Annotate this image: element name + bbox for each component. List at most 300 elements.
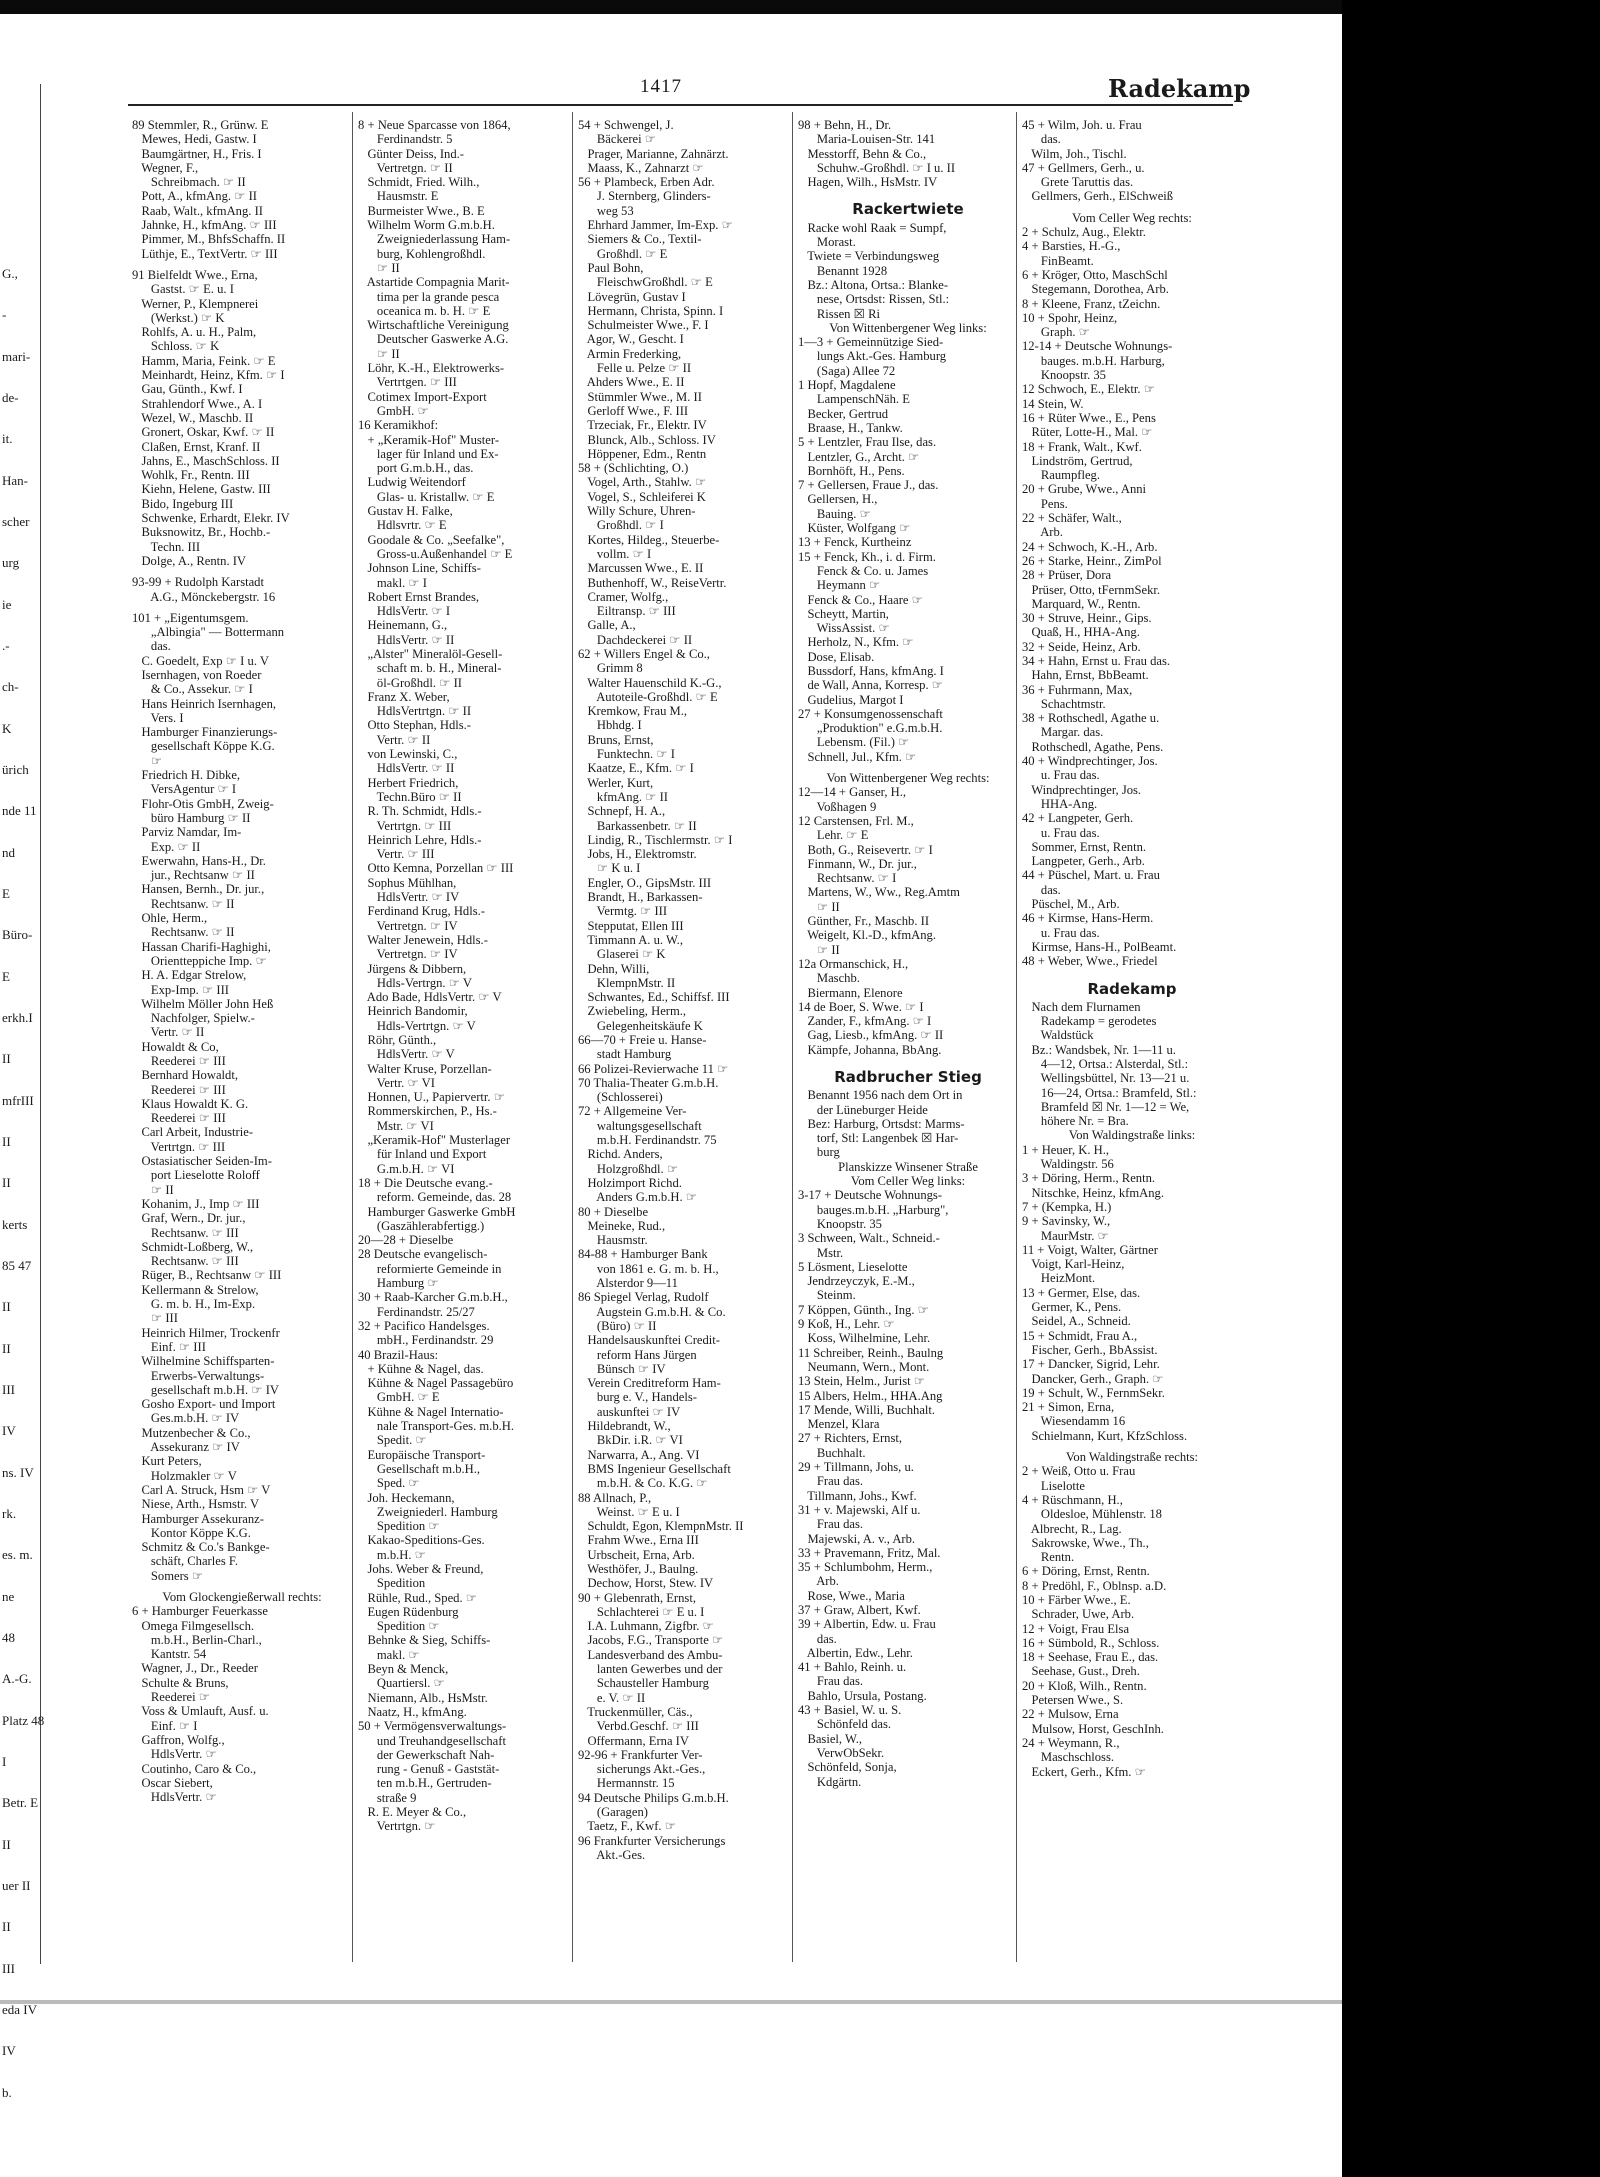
directory-entry: straße 9: [358, 1790, 417, 1805]
directory-entry: Bz.: Altona, Ortsa.: Blanke-: [798, 277, 949, 292]
directory-entry: Ferdinand Krug, Hdls.-: [358, 904, 485, 919]
directory-entry: Gustav H. Falke,: [358, 504, 453, 519]
directory-entry: schaft m. b. H., Mineral-: [358, 661, 502, 676]
directory-entry: Vertrtgen. ☞ III: [358, 375, 457, 390]
directory-entry: ☞ II: [132, 1182, 174, 1197]
directory-entry: Dancker, Gerh., Graph. ☞: [1022, 1371, 1164, 1386]
directory-entry: Bernhard Howaldt,: [132, 1068, 238, 1083]
directory-entry: von 1861 e. G. m. b. H.,: [578, 1261, 719, 1276]
directory-entry: der Lüneburger Heide: [798, 1102, 928, 1117]
directory-entry: Pens.: [1022, 496, 1068, 511]
directory-entry: Günther, Fr., Maschb. II: [798, 914, 930, 929]
directory-entry: Lebensm. (Fil.) ☞: [798, 735, 910, 750]
directory-entry: Eugen Rüdenburg: [358, 1604, 459, 1619]
adjacent-page-fragment: Betr. E: [2, 1795, 39, 1810]
directory-entry: GmbH. ☞ E: [358, 1390, 440, 1405]
directory-entry: 45 + Wilm, Joh. u. Frau: [1022, 118, 1142, 132]
directory-entry: Wilhelm Worm G.m.b.H.: [358, 218, 495, 233]
directory-entry: 56 + Plambeck, Erben Adr.: [578, 175, 715, 190]
adjacent-page-fragment: mfrIII: [2, 1093, 34, 1108]
directory-entry: & Co., Assekur. ☞ I: [132, 682, 253, 697]
directory-entry: Jahnke, H., kfmAng. ☞ III: [132, 218, 277, 233]
directory-entry: Gastst. ☞ E. u. I: [132, 282, 234, 297]
directory-entry: 70 Thalia-Theater G.m.b.H.: [578, 1075, 719, 1090]
directory-entry: G. m. b. H., Im-Exp.: [132, 1297, 256, 1312]
directory-entry: Vertrtgn. ☞ III: [132, 1139, 226, 1154]
directory-entry: Finmann, W., Dr. jur.,: [798, 856, 917, 871]
directory-entry: 1—3 + Gemeinnützige Sied-: [798, 335, 944, 350]
directory-entry: Langpeter, Gerh., Arb.: [1022, 854, 1145, 869]
directory-entry: Schnell, Jul., Kfm. ☞: [798, 749, 917, 764]
directory-entry: Twiete = Verbindungsweg: [798, 249, 940, 264]
directory-entry: Kdgärtn.: [798, 1774, 862, 1789]
directory-entry: Walter Kruse, Porzellan-: [358, 1061, 492, 1076]
directory-entry: Behnke & Sieg, Schiffs-: [358, 1633, 491, 1648]
directory-entry: Flohr-Otis GmbH, Zweig-: [132, 796, 274, 811]
directory-entry: Gaffron, Wolfg.,: [132, 1732, 225, 1747]
directory-entry: 22 + Schäfer, Walt.,: [1022, 511, 1122, 526]
directory-entry: Tillmann, Johs., Kwf.: [798, 1488, 917, 1503]
directory-entry: Pott, A., kfmAng. ☞ II: [132, 189, 257, 204]
directory-entry: FinBeamt.: [1022, 253, 1094, 268]
directory-entry: 80 + Dieselbe: [578, 1204, 649, 1219]
adjacent-page-fragment: II: [2, 1175, 11, 1190]
directory-entry: 10 + Färber Wwe., E.: [1022, 1592, 1131, 1607]
sub-heading: Von Wittenbergener Weg rechts:: [826, 771, 990, 786]
directory-entry: + Kühne & Nagel, das.: [358, 1361, 484, 1376]
directory-entry: 40 + Windprechtinger, Jos.: [1022, 754, 1158, 769]
directory-entry: Techn.Büro ☞ II: [358, 789, 462, 804]
directory-entry: Großhdl. ☞ E: [578, 246, 668, 261]
directory-entry: Hausmstr. E: [358, 189, 439, 204]
directory-entry: ☞ II: [358, 260, 400, 275]
directory-entry: und Treuhandgesellschaft: [358, 1733, 506, 1748]
directory-entry: Gelegenheitskäufe K: [578, 1018, 703, 1033]
running-head: Radekamp: [1108, 74, 1251, 103]
directory-entry: Heinemann, G.,: [358, 618, 448, 633]
directory-entry: Galle, A.,: [578, 618, 636, 633]
directory-entry: Rühle, Rud., Sped. ☞: [358, 1590, 478, 1605]
directory-entry: Frau das.: [798, 1674, 864, 1689]
directory-entry: 20 + Grube, Wwe., Anni: [1022, 482, 1147, 497]
directory-entry: 8 + Neue Sparcasse von 1864,: [358, 118, 511, 132]
directory-entry: Lüthje, E., TextVertr. ☞ III: [132, 246, 278, 261]
directory-entry: 11 Schreiber, Reinh., Baulng: [798, 1345, 944, 1360]
directory-entry: Löhr, K.-H., Elektrowerks-: [358, 361, 505, 376]
adjacent-page-fragment: I: [2, 1754, 7, 1769]
adjacent-page-fragment: -: [2, 307, 7, 322]
directory-entry: BMS Ingenieur Gesellschaft: [578, 1461, 731, 1476]
directory-entry: der Gewerkschaft Nah-: [358, 1747, 495, 1762]
directory-entry: Gosho Export- und Import: [132, 1397, 276, 1412]
directory-entry: 12a Ormanschick, H.,: [798, 956, 909, 971]
directory-entry: Kellermann & Strelow,: [132, 1282, 259, 1297]
directory-entry: 15 + Fenck, Kh., i. d. Firm.: [798, 549, 936, 564]
adjacent-page-fragment: ürich: [2, 762, 29, 777]
column-2: [358, 118, 578, 1834]
directory-entry: sicherungs Akt.-Ges.,: [578, 1762, 706, 1777]
directory-entry: FleischwGroßhdl. ☞ E: [578, 275, 713, 290]
directory-entry: Akt.-Ges.: [578, 1847, 646, 1862]
directory-entry: Brandt, H., Barkassen-: [578, 890, 703, 905]
directory-entry: Hbhdg. I: [578, 718, 642, 733]
directory-entry: GmbH. ☞: [358, 403, 429, 418]
directory-entry: Vogel, S., Schleiferei K: [578, 489, 706, 504]
directory-entry: (Büro) ☞ II: [578, 1318, 657, 1333]
directory-entry: Steinm.: [798, 1288, 856, 1303]
directory-entry: Gerloff Wwe., F. III: [578, 403, 689, 418]
directory-entry: 2 + Schulz, Aug., Elektr.: [1022, 225, 1146, 240]
directory-entry: Stepputat, Ellen III: [578, 918, 684, 933]
directory-entry: Spedition ☞: [358, 1519, 440, 1534]
directory-entry: Hdlsvrtr. ☞ E: [358, 518, 447, 533]
directory-entry: 9 + Savinsky, W.,: [1022, 1214, 1111, 1229]
directory-entry: 27 + Richters, Ernst,: [798, 1431, 902, 1446]
directory-entry: Vers. I: [132, 710, 184, 725]
directory-entry: Schmidt-Loßberg, W.,: [132, 1239, 254, 1254]
directory-entry: 12 Schwoch, E., Elektr. ☞: [1022, 382, 1156, 397]
directory-entry: waltungsgesellschaft: [578, 1118, 702, 1133]
directory-entry: Narwarra, A., Ang. VI: [578, 1447, 700, 1462]
directory-entry: Wagner, J., Dr., Reeder: [132, 1661, 258, 1676]
directory-entry: Schuhw.-Großhdl. ☞ I u. II: [798, 160, 956, 175]
directory-entry: Both, G., Reisevertr. ☞ I: [798, 842, 933, 857]
directory-entry: Püschel, M., Arb.: [1022, 897, 1120, 912]
column-5: [1022, 118, 1242, 1779]
directory-entry: 40 Brazil-Haus:: [358, 1347, 439, 1362]
directory-entry: 15 + Schmidt, Frau A.,: [1022, 1328, 1138, 1343]
directory-entry: Urbscheit, Erna, Arb.: [578, 1547, 695, 1562]
directory-entry: (Garagen): [578, 1805, 648, 1820]
adjacent-page-fragment: .-: [2, 638, 10, 653]
directory-entry: Kaatze, E., Kfm. ☞ I: [578, 761, 694, 776]
directory-entry: nese, Ortsdst: Rissen, Stl.:: [798, 292, 950, 307]
header-rule: [128, 104, 1233, 106]
directory-entry: Beyn & Menck,: [358, 1662, 449, 1677]
directory-entry: 93-99 + Rudolph Karstadt: [132, 575, 264, 590]
directory-entry: Kontor Köppe K.G.: [132, 1525, 251, 1540]
directory-entry: Mstr. ☞ VI: [358, 1118, 434, 1133]
directory-entry: 94 Deutsche Philips G.m.b.H.: [578, 1790, 729, 1805]
directory-entry: Schlachterei ☞ E u. I: [578, 1604, 705, 1619]
directory-entry: Rissen ☒ Ri: [798, 306, 880, 321]
directory-entry: Ferdinandstr. 5: [358, 132, 453, 147]
directory-entry: Hassan Charifi-Haghighi,: [132, 939, 271, 954]
directory-entry: J. Sternberg, Glinders-: [578, 189, 711, 204]
adjacent-page-fragment: urg: [2, 555, 20, 570]
adjacent-page-fragment: de-: [2, 390, 19, 405]
directory-entry: Schmitz & Co.'s Bankge-: [132, 1540, 270, 1555]
adjacent-page-fragment: eda IV: [2, 2002, 38, 2017]
directory-entry: Reederei ☞: [132, 1690, 211, 1705]
adjacent-page-fragment: b.: [2, 2085, 12, 2100]
spacer: [798, 764, 1018, 771]
directory-entry: Schmidt, Fried. Wilh.,: [358, 175, 480, 190]
adjacent-page-fragment: scher: [2, 514, 30, 529]
directory-entry: Isernhagen, von Roeder: [132, 667, 262, 682]
directory-entry: ☞ II: [798, 899, 840, 914]
sub-heading: Planskizze Winsener Straße: [838, 1159, 978, 1174]
directory-entry: Ahders Wwe., E. II: [578, 375, 685, 390]
directory-entry: Zweigniederl. Hamburg: [358, 1504, 498, 1519]
directory-entry: oceanica m. b. H. ☞ E: [358, 303, 491, 318]
directory-entry: 16 + Sümbold, R., Schloss.: [1022, 1635, 1160, 1650]
directory-entry: Mutzenbecher & Co.,: [132, 1425, 251, 1440]
directory-entry: Niese, Arth., Hsmstr. V: [132, 1497, 260, 1512]
directory-entry: 72 + Allgemeine Ver-: [578, 1104, 687, 1119]
directory-entry: 8 + Kleene, Franz, tZeichn.: [1022, 296, 1161, 311]
directory-entry: 10 + Spohr, Heinz,: [1022, 310, 1118, 325]
directory-entry: Funktechn. ☞ I: [578, 747, 675, 762]
directory-entry: Vertretgn. ☞ IV: [358, 918, 458, 933]
directory-entry: Graph. ☞: [1022, 325, 1090, 340]
directory-entry: Naatz, H., kfmAng.: [358, 1704, 467, 1719]
directory-entry: Schulmeister Wwe., F. I: [578, 318, 709, 333]
directory-entry: Albrecht, R., Lag.: [1022, 1521, 1122, 1536]
directory-entry: Oldesloe, Mühlenstr. 18: [1022, 1507, 1162, 1522]
street-heading: Radbrucher Stieg: [834, 1068, 982, 1086]
directory-entry: HdlsVertr. ☞ I: [358, 604, 451, 619]
directory-entry: Cramer, Wolfg.,: [578, 589, 669, 604]
directory-entry: Willy Schure, Uhren-: [578, 504, 696, 519]
directory-entry: Vertr. ☞ VI: [358, 1075, 435, 1090]
directory-entry: Taetz, F., Kwf. ☞: [578, 1819, 677, 1834]
adjacent-page-fragment: rk.: [2, 1506, 17, 1521]
directory-entry: Vertretgn. ☞ II: [358, 160, 453, 175]
directory-entry: 30 + Struve, Heinr., Gips.: [1022, 611, 1152, 626]
directory-entry: ☞ II: [798, 942, 840, 957]
directory-entry: Braase, H., Tankw.: [798, 420, 903, 435]
directory-entry: Hansen, Bernh., Dr. jur.,: [132, 882, 265, 897]
directory-entry: Windprechtinger, Jos.: [1022, 782, 1142, 797]
adjacent-page-fragment: II: [2, 1919, 11, 1934]
directory-entry: Gronert, Oskar, Kwf. ☞ II: [132, 425, 275, 440]
directory-entry: 38 + Rothschedl, Agathe u.: [1022, 711, 1160, 726]
directory-entry: VersAgentur ☞ I: [132, 782, 237, 797]
adjacent-page-fragment: II: [2, 1837, 11, 1852]
directory-entry: Schwantes, Ed., Schiffsf. III: [578, 990, 730, 1005]
directory-entry: Verein Creditreform Ham-: [578, 1376, 721, 1391]
directory-entry: MaurMstr. ☞: [1022, 1228, 1109, 1243]
directory-entry: 3-17 + Deutsche Wohnungs-: [798, 1188, 943, 1203]
directory-entry: Schnepf, H. A.,: [578, 804, 666, 819]
directory-entry: jur., Rechtsanw ☞ II: [132, 868, 255, 883]
directory-entry: de Wall, Anna, Korresp. ☞: [798, 678, 944, 693]
sub-heading: Vom Celler Weg links:: [850, 1174, 966, 1189]
directory-entry: 34 + Hahn, Ernst u. Frau das.: [1022, 653, 1171, 668]
directory-entry: „Produktion" e.G.m.b.H.: [798, 721, 943, 736]
directory-entry: Grete Taruttis das.: [1022, 175, 1134, 190]
directory-entry: Heymann ☞: [798, 578, 881, 593]
adjacent-page-fragment: Han-: [2, 473, 28, 488]
directory-entry: Buksnowitz, Br., Hochb.-: [132, 525, 271, 540]
directory-entry: ☞ K u. I: [578, 861, 641, 876]
directory-entry: Dachdeckerei ☞ II: [578, 632, 693, 647]
directory-entry: Rohlfs, A. u. H., Palm,: [132, 325, 257, 340]
directory-entry: Rommerskirchen, P., Hs.-: [358, 1104, 497, 1119]
spacer: [132, 604, 352, 611]
directory-entry: u. Frau das.: [1022, 768, 1100, 783]
directory-entry: Raumpfleg.: [1022, 468, 1100, 483]
directory-entry: 28 Deutsche evangelisch-: [358, 1247, 488, 1262]
directory-entry: Bido, Ingeburg III: [132, 496, 234, 511]
directory-entry: Lehr. ☞ E: [798, 828, 869, 843]
directory-entry: KlempnMstr. II: [578, 975, 676, 990]
directory-entry: Schachtmstr.: [1022, 696, 1106, 711]
directory-entry: Heinrich Lehre, Hdls.-: [358, 832, 482, 847]
directory-entry: ☞: [132, 753, 163, 768]
directory-entry: Kirmse, Hans-H., PolBeamt.: [1022, 939, 1177, 954]
directory-entry: 32 + Pacifico Handelsges.: [358, 1318, 490, 1333]
column-4: [798, 118, 1018, 1789]
directory-entry: 5 Lösment, Lieselotte: [798, 1259, 908, 1274]
directory-entry: 3 Schween, Walt., Schneid.-: [798, 1231, 940, 1246]
directory-entry: 6 + Kröger, Otto, MaschSchl: [1022, 267, 1168, 282]
adjacent-page-fragment: nd: [2, 845, 15, 860]
directory-entry: 32 + Seide, Heinz, Arb.: [1022, 639, 1141, 654]
directory-entry: 89 Stemmler, R., Grünw. E: [132, 118, 269, 132]
directory-entry: Kühne & Nagel Internatio-: [358, 1404, 504, 1419]
directory-entry: Paul Bohn,: [578, 260, 644, 275]
adjacent-page-fragment: es. m.: [2, 1547, 33, 1562]
directory-entry: 36 + Fuhrmann, Max,: [1022, 682, 1133, 697]
directory-entry: Kremkow, Frau M.,: [578, 704, 688, 719]
directory-entry: Gross-u.Außenhandel ☞ E: [358, 546, 513, 561]
adjacent-page-fragment: II: [2, 1299, 11, 1314]
spacer: [1022, 204, 1242, 211]
directory-entry: 31 + v. Majewski, Alf u.: [798, 1502, 921, 1517]
directory-entry: Gesellschaft m.b.H.,: [358, 1461, 481, 1476]
directory-entry: Herbert Friedrich,: [358, 775, 459, 790]
directory-entry: auskunftei ☞ IV: [578, 1404, 681, 1419]
directory-entry: 43 + Basiel, W. u. S.: [798, 1703, 902, 1718]
directory-entry: Truckenmüller, Cäs.,: [578, 1704, 693, 1719]
adjacent-page-fragment: Büro-: [2, 927, 33, 942]
directory-entry: Kiehn, Helene, Gastw. III: [132, 482, 271, 497]
directory-entry: Rentn.: [1022, 1550, 1075, 1565]
directory-entry: Rechtsanw. ☞ II: [132, 896, 235, 911]
directory-entry: Vogel, Arth., Stahlw. ☞: [578, 475, 707, 490]
directory-entry: 42 + Langpeter, Gerh.: [1022, 811, 1134, 826]
directory-entry: Reederei ☞ III: [132, 1054, 226, 1068]
directory-entry: Armin Frederking,: [578, 346, 682, 361]
directory-entry: Martens, W., Ww., Reg.Amtm: [798, 885, 960, 900]
directory-entry: Robert Ernst Brandes,: [358, 589, 480, 604]
directory-entry: Waldingstr. 56: [1022, 1157, 1114, 1172]
directory-entry: Kortes, Hildeg., Steuerbe-: [578, 532, 720, 547]
directory-entry: Weigelt, Kl.-D., kfmAng.: [798, 928, 936, 943]
directory-entry: Prüser, Otto, tFernmSekr.: [1022, 582, 1161, 597]
directory-entry: „Albingia" — Bottermann: [132, 625, 285, 640]
directory-entry: Hamm, Maria, Feink. ☞ E: [132, 353, 276, 368]
directory-entry: Bornhöft, H., Pens.: [798, 463, 905, 478]
directory-entry: Rüger, B., Rechtsanw ☞ III: [132, 1268, 282, 1283]
directory-entry: Otto Stephan, Hdls.-: [358, 718, 471, 733]
sub-heading: Von Waldingstraße links:: [1068, 1128, 1196, 1143]
directory-entry: Lövegrün, Gustav I: [578, 289, 686, 304]
directory-entry: Eckert, Gerh., Kfm. ☞: [1022, 1764, 1146, 1779]
directory-entry: HdlsVertr. ☞ II: [358, 632, 455, 647]
directory-entry: 26 + Starke, Heinr., ZimPol: [1022, 553, 1162, 568]
directory-entry: kfmAng. ☞ II: [578, 789, 668, 804]
directory-entry: Bez: Harburg, Ortsdst: Marms-: [798, 1116, 965, 1131]
directory-entry: Gellersen, H.,: [798, 492, 878, 507]
directory-entry: Blunck, Alb., Schloss. IV: [578, 432, 716, 447]
directory-entry: Dolge, A., Rentn. IV: [132, 553, 247, 568]
directory-entry: I.A. Luhmann, Zigfbr. ☞: [578, 1619, 714, 1634]
directory-entry: Bauing. ☞: [798, 506, 871, 521]
directory-entry: höhere Nr. = Bra.: [1022, 1114, 1129, 1129]
directory-entry: Timmann A. u. W.,: [578, 932, 683, 947]
directory-entry: 17 Mende, Willi, Buchhalt.: [798, 1402, 936, 1417]
directory-entry: bauges. m.b.H. Harburg,: [1022, 353, 1165, 368]
directory-entry: Benannt 1928: [798, 263, 888, 278]
directory-entry: ☞ III: [132, 1311, 178, 1326]
directory-entry: Ludwig Weitendorf: [358, 475, 466, 490]
directory-entry: 30 + Raab-Karcher G.m.b.H.,: [358, 1290, 508, 1305]
directory-entry: nale Transport-Ges. m.b.H.: [358, 1419, 515, 1434]
directory-entry: Hermann, Christa, Spinn. I: [578, 303, 724, 318]
directory-entry: gesellschaft m.b.H. ☞ IV: [132, 1382, 279, 1397]
directory-entry: 66 Polizei-Revierwache 11 ☞: [578, 1061, 729, 1076]
directory-entry: Otto Kemna, Porzellan ☞ III: [358, 861, 514, 876]
directory-entry: Frau das.: [798, 1517, 864, 1532]
directory-entry: 21 + Simon, Erna,: [1022, 1400, 1115, 1415]
sub-heading: Vom Celler Weg rechts:: [1072, 210, 1192, 225]
spacer: [132, 1583, 352, 1590]
directory-entry: Heinrich Hilmer, Trockenfr: [132, 1325, 280, 1340]
directory-entry: Hagen, Wilh., HsMstr. IV: [798, 175, 938, 190]
directory-entry: Hamburg ☞: [358, 1276, 439, 1291]
directory-entry: Sophus Mühlhan,: [358, 875, 457, 890]
adjacent-page-fragment: uer II: [2, 1878, 31, 1893]
directory-entry: 37 + Graw, Albert, Kwf.: [798, 1602, 921, 1617]
directory-entry: Raab, Walt., kfmAng. II: [132, 203, 263, 218]
directory-entry: Vertretgn. ☞ IV: [358, 947, 458, 962]
directory-entry: Rechtsanw. ☞ I: [798, 871, 897, 886]
directory-entry: Einf. ☞ I: [132, 1718, 198, 1733]
directory-entry: (Saga) Allee 72: [798, 363, 896, 378]
directory-entry: Petersen Wwe., S.: [1022, 1693, 1124, 1708]
directory-entry: Nitschke, Heinz, kfmAng.: [1022, 1185, 1164, 1200]
directory-entry: 88 Allnach, P.,: [578, 1490, 652, 1505]
directory-entry: Ferdinandstr. 25/27: [358, 1304, 475, 1319]
directory-entry: Barkassenbetr. ☞ II: [578, 818, 697, 833]
directory-entry: Vermtg. ☞ III: [578, 904, 668, 919]
directory-entry: Voss & Umlauft, Ausf. u.: [132, 1704, 269, 1719]
directory-entry: 11 + Voigt, Walter, Gärtner: [1022, 1242, 1158, 1257]
directory-entry: tima per la grande pesca: [358, 289, 500, 304]
directory-entry: Wegner, F.,: [132, 160, 199, 175]
directory-entry: das.: [798, 1631, 837, 1646]
directory-entry: 46 + Kirmse, Hans-Herm.: [1022, 911, 1154, 926]
directory-entry: Astartide Compagnia Marit-: [358, 275, 510, 290]
directory-entry: Lindig, R., Tischlermstr. ☞ I: [578, 832, 733, 847]
directory-entry: 1 Hopf, Magdalene: [798, 378, 896, 393]
directory-entry: 22 + Mulsow, Erna: [1022, 1707, 1119, 1722]
directory-entry: 7 Köppen, Günth., Ing. ☞: [798, 1302, 929, 1317]
directory-entry: Schreibmach. ☞ II: [132, 175, 246, 190]
directory-entry: Sped. ☞: [358, 1476, 420, 1491]
directory-entry: für Inland und Export: [358, 1147, 487, 1162]
directory-entry: Bussdorf, Hans, kfmAng. I: [798, 663, 944, 678]
directory-entry: Knoopstr. 35: [1022, 368, 1106, 383]
column-1: [132, 118, 352, 1804]
directory-entry: 4 + Barsties, H.-G.,: [1022, 239, 1121, 254]
directory-entry: Erwerbs-Verwaltungs-: [132, 1368, 265, 1383]
directory-entry: Stümmler Wwe., M. II: [578, 389, 702, 404]
directory-entry: m.b.H. ☞: [358, 1547, 426, 1562]
